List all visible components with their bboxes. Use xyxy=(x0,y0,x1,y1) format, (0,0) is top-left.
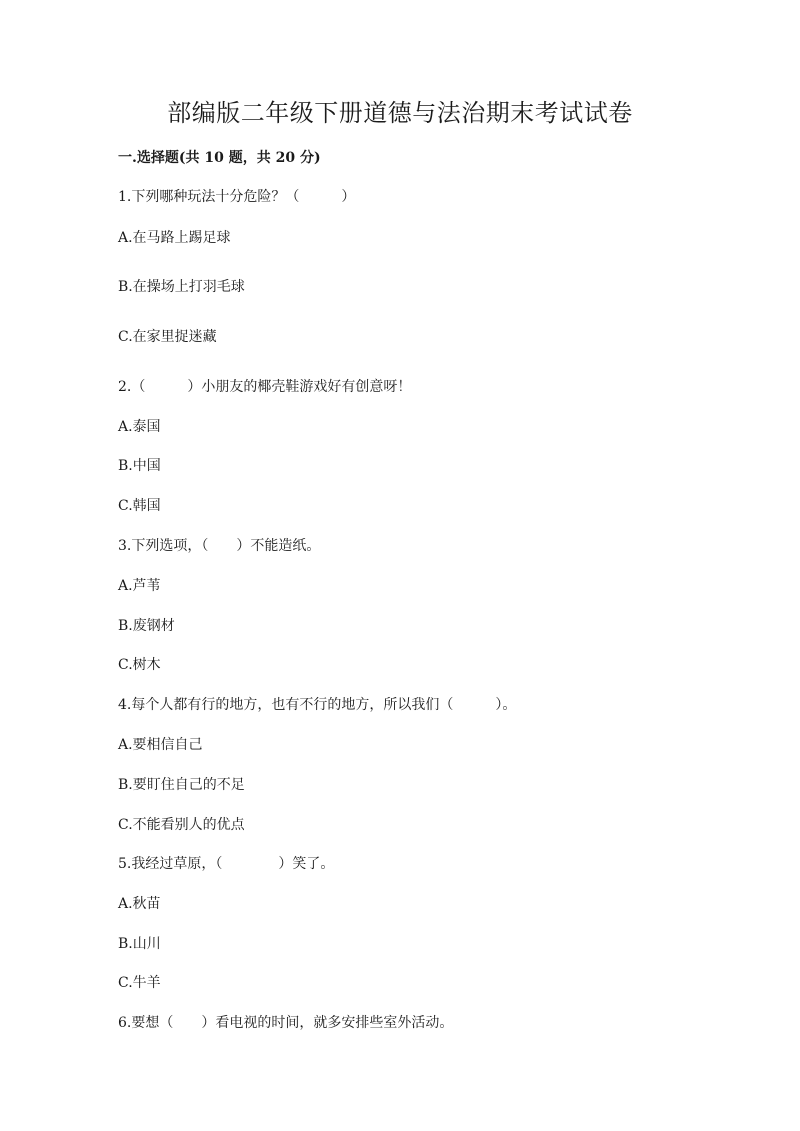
question-2-stem: 2.（ ）小朋友的椰壳鞋游戏好有创意呀！ xyxy=(118,379,412,395)
question-4-stem: 4.每个人都有行的地方，也有不行的地方，所以我们（ ）。 xyxy=(118,697,517,713)
question-5-option-b: B.山川 xyxy=(118,936,161,952)
question-5-stem: 5.我经过草原，（ ）笑了。 xyxy=(118,856,335,872)
question-1-stem: 1.下列哪种玩法十分危险？（ ） xyxy=(118,189,356,205)
question-2-option-c: C.韩国 xyxy=(118,498,161,514)
question-3-option-b: B.废钢材 xyxy=(118,618,175,634)
question-4-option-c: C.不能看别人的优点 xyxy=(118,817,245,833)
question-3-option-a: A.芦苇 xyxy=(118,578,161,594)
question-6-stem: 6.要想（ ）看电视的时间，就多安排些室外活动。 xyxy=(118,1015,454,1031)
question-2-option-b: B.中国 xyxy=(118,458,161,474)
question-1-option-b: B.在操场上打羽毛球 xyxy=(118,279,245,295)
section-heading: 一.选择题(共 10 题，共 20 分) xyxy=(118,150,321,166)
question-1-option-c: C.在家里捉迷藏 xyxy=(118,329,217,345)
question-3-option-c: C.树木 xyxy=(118,657,161,673)
page-title: 部编版二年级下册道德与法治期末考试试卷 xyxy=(167,99,633,127)
question-3-stem: 3.下列选项，（ ）不能造纸。 xyxy=(118,538,321,554)
question-4-option-b: B.要盯住自己的不足 xyxy=(118,777,245,793)
question-2-option-a: A.泰国 xyxy=(118,419,161,435)
question-5-option-a: A.秋苗 xyxy=(118,896,161,912)
question-5-option-c: C.牛羊 xyxy=(118,975,161,991)
question-4-option-a: A.要相信自己 xyxy=(118,737,203,753)
question-1-option-a: A.在马路上踢足球 xyxy=(118,230,231,246)
